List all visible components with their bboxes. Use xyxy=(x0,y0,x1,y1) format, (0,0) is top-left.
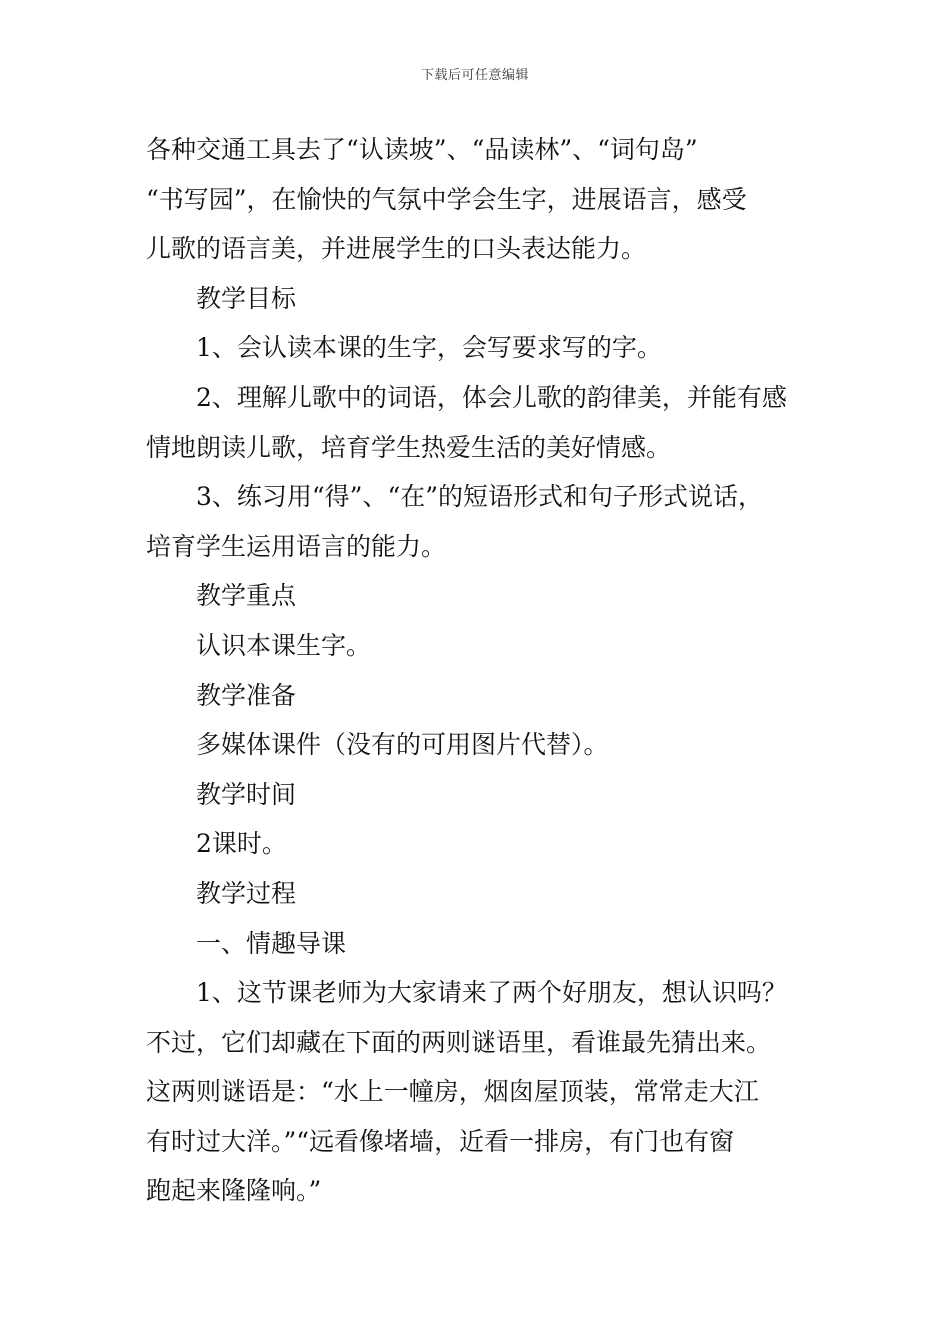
paragraph-line: 多媒体课件（没有的可用图片代替）。 xyxy=(196,730,609,760)
paragraph-line: 有时过大洋。”“远看像堵墙，近看一排房，有门也有窗 xyxy=(146,1126,735,1156)
paragraph-line: 2课时。 xyxy=(196,829,287,859)
paragraph-line: 培育学生运用语言的能力。 xyxy=(146,531,447,561)
paragraph-line: 1、这节课老师为大家请来了两个好朋友，想认识吗？ xyxy=(196,978,787,1008)
section-heading-process: 教学过程 xyxy=(196,878,297,908)
section-heading-key-points: 教学重点 xyxy=(196,581,297,611)
paragraph-line: 1、会认读本课的生字，会写要求写的字。 xyxy=(196,333,662,363)
paragraph-line: 跑起来隆隆响。” xyxy=(146,1176,322,1206)
document-body xyxy=(146,125,816,1216)
section-heading-teaching-goals: 教学目标 xyxy=(196,283,297,313)
section-heading-time: 教学时间 xyxy=(196,779,297,809)
paragraph-line: “书写园”，在愉快的气氛中学会生字，进展语言，感受 xyxy=(146,184,747,214)
section-heading-preparation: 教学准备 xyxy=(196,680,297,710)
paragraph-line: 儿歌的语言美，并进展学生的口头表达能力。 xyxy=(146,234,647,264)
paragraph-line: 情地朗读儿歌，培育学生热爱生活的美好情感。 xyxy=(146,432,672,462)
paragraph-line: 认识本课生字。 xyxy=(196,630,372,660)
page-header: 下载后可任意编辑 xyxy=(420,68,529,83)
paragraph-line: 2、理解儿歌中的词语，体会儿歌的韵律美，并能有感 xyxy=(196,382,787,412)
subsection-heading: 一、情趣导课 xyxy=(196,928,347,958)
paragraph-line: 各种交通工具去了“认读坡”、“品读林”、“词句岛” xyxy=(146,135,698,164)
paragraph-line: 3、练习用“得”、“在”的短语形式和句子形式说话， xyxy=(196,482,764,512)
paragraph-line: 这两则谜语是：“水上一幢房，烟囱屋顶装，常常走大江 xyxy=(146,1077,759,1107)
paragraph-line: 不过，它们却藏在下面的两则谜语里，看谁最先猜出来。 xyxy=(146,1027,772,1057)
